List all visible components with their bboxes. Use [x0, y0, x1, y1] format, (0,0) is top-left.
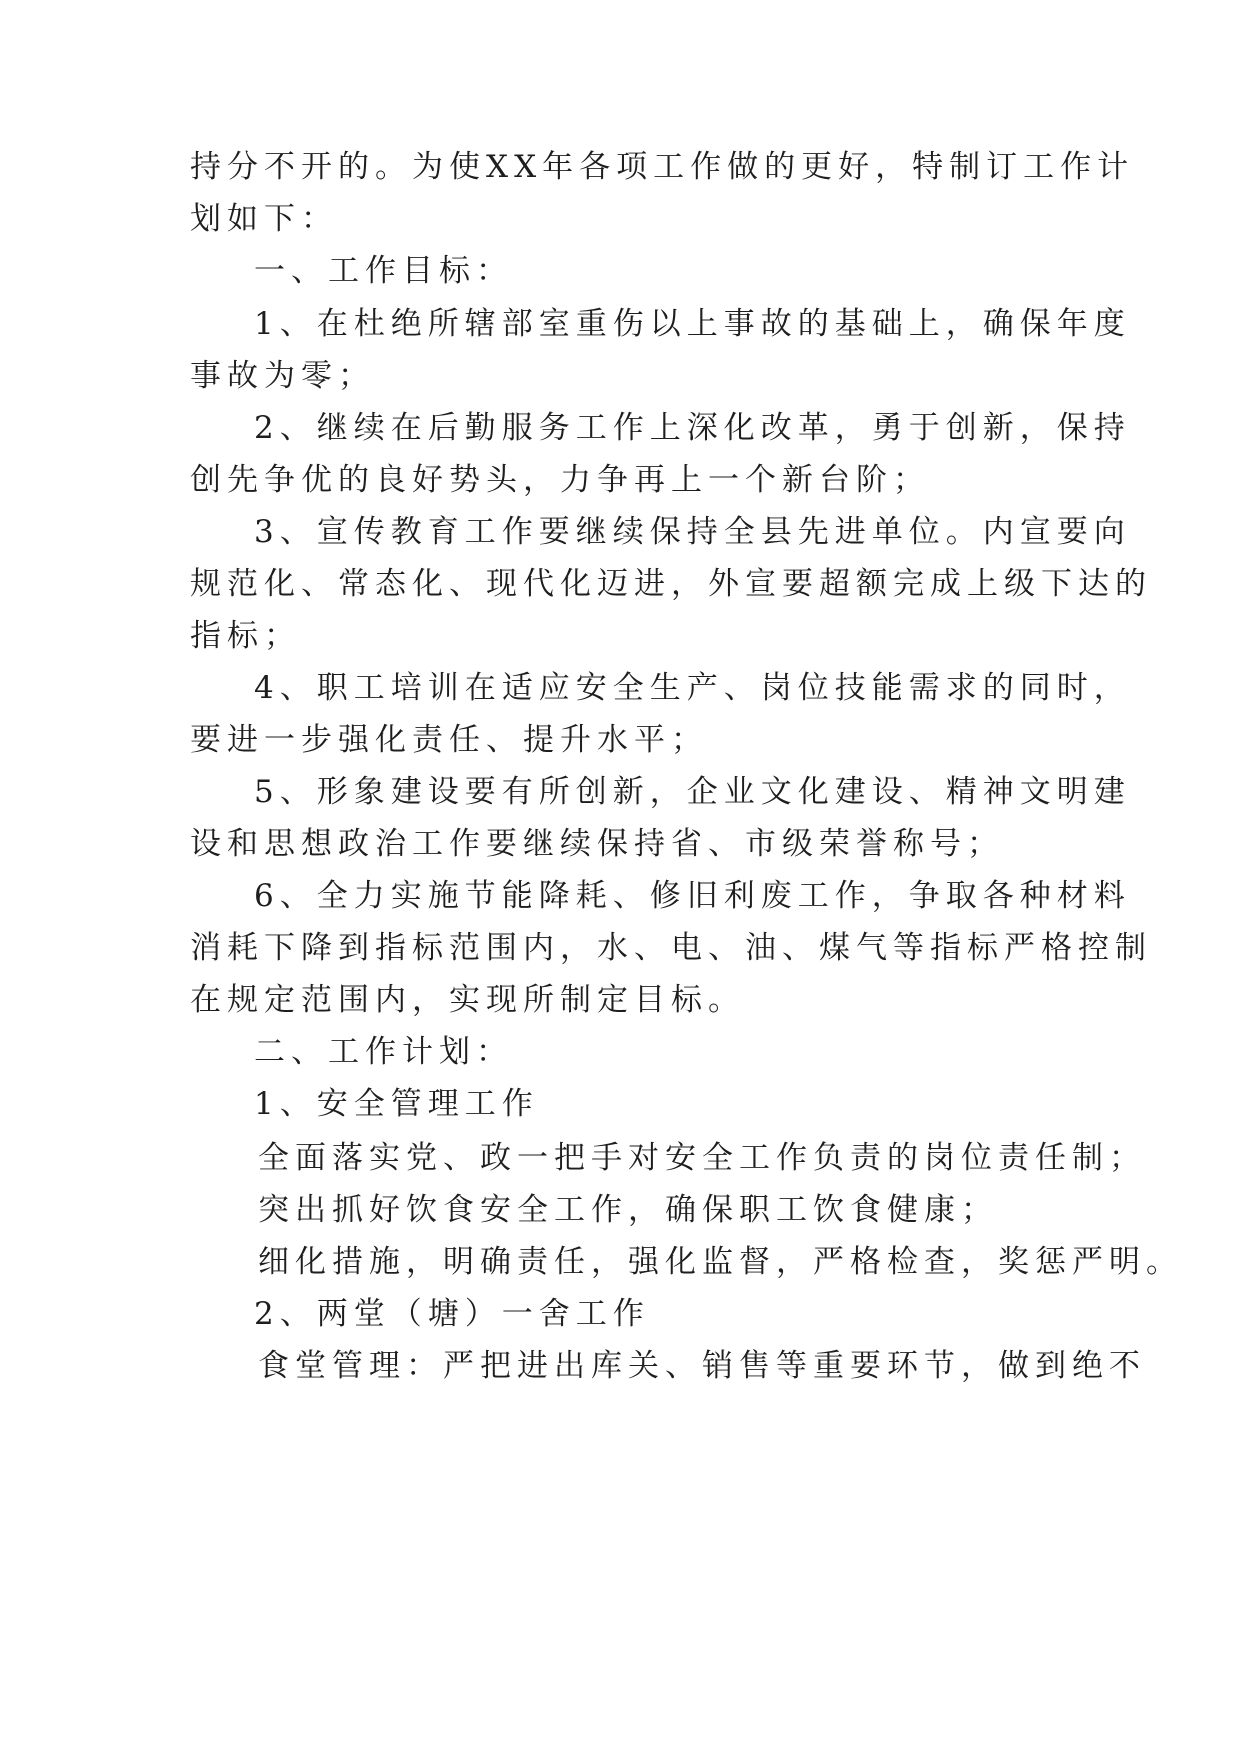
paragraph-line: 5、形象建设要有所创新，企业文化建设、精神文明建	[254, 774, 1131, 810]
section-heading: 一、工作目标：	[254, 253, 513, 289]
paragraph-line: 3、宣传教育工作要继续保持全县先进单位。内宣要向	[254, 514, 1131, 550]
paragraph-line: 划如下：	[190, 201, 338, 237]
paragraph-line: 在规定范围内，实现所制定目标。	[190, 982, 745, 1018]
paragraph-line: 设和思想政治工作要继续保持省、市级荣誉称号；	[190, 826, 1004, 862]
paragraph-line: 规范化、常态化、现代化迈进，外宣要超额完成上级下达的	[190, 566, 1152, 602]
paragraph-line: 指标；	[190, 618, 301, 654]
paragraph-line: 消耗下降到指标范围内，水、电、油、煤气等指标严格控制	[190, 930, 1152, 966]
paragraph-line: 6、全力实施节能降耗、修旧利废工作，争取各种材料	[254, 878, 1131, 914]
subsection-heading: 2、两堂（塘）一舍工作	[254, 1296, 650, 1332]
paragraph-line: 全面落实党、政一把手对安全工作负责的岗位责任制；	[258, 1140, 1146, 1176]
paragraph-line: 2、继续在后勤服务工作上深化改革，勇于创新，保持	[254, 410, 1131, 446]
paragraph-line: 要进一步强化责任、提升水平；	[190, 722, 708, 758]
subsection-heading: 1、安全管理工作	[254, 1086, 539, 1122]
section-heading: 二、工作计划：	[254, 1034, 513, 1070]
paragraph-line: 4、职工培训在适应安全生产、岗位技能需求的同时，	[254, 670, 1131, 706]
paragraph-line: 细化措施，明确责任，强化监督，严格检查，奖惩严明。	[258, 1244, 1183, 1280]
paragraph-line: 创先争优的良好势头，力争再上一个新台阶；	[190, 462, 930, 498]
paragraph-line: 持分不开的。为使XX年各项工作做的更好，特制订工作计	[190, 149, 1135, 185]
paragraph-line: 1、在杜绝所辖部室重伤以上事故的基础上，确保年度	[254, 306, 1131, 342]
paragraph-line: 突出抓好饮食安全工作，确保职工饮食健康；	[258, 1192, 998, 1228]
paragraph-line: 食堂管理：严把进出库关、销售等重要环节，做到绝不	[258, 1348, 1146, 1384]
paragraph-line: 事故为零；	[190, 358, 375, 394]
